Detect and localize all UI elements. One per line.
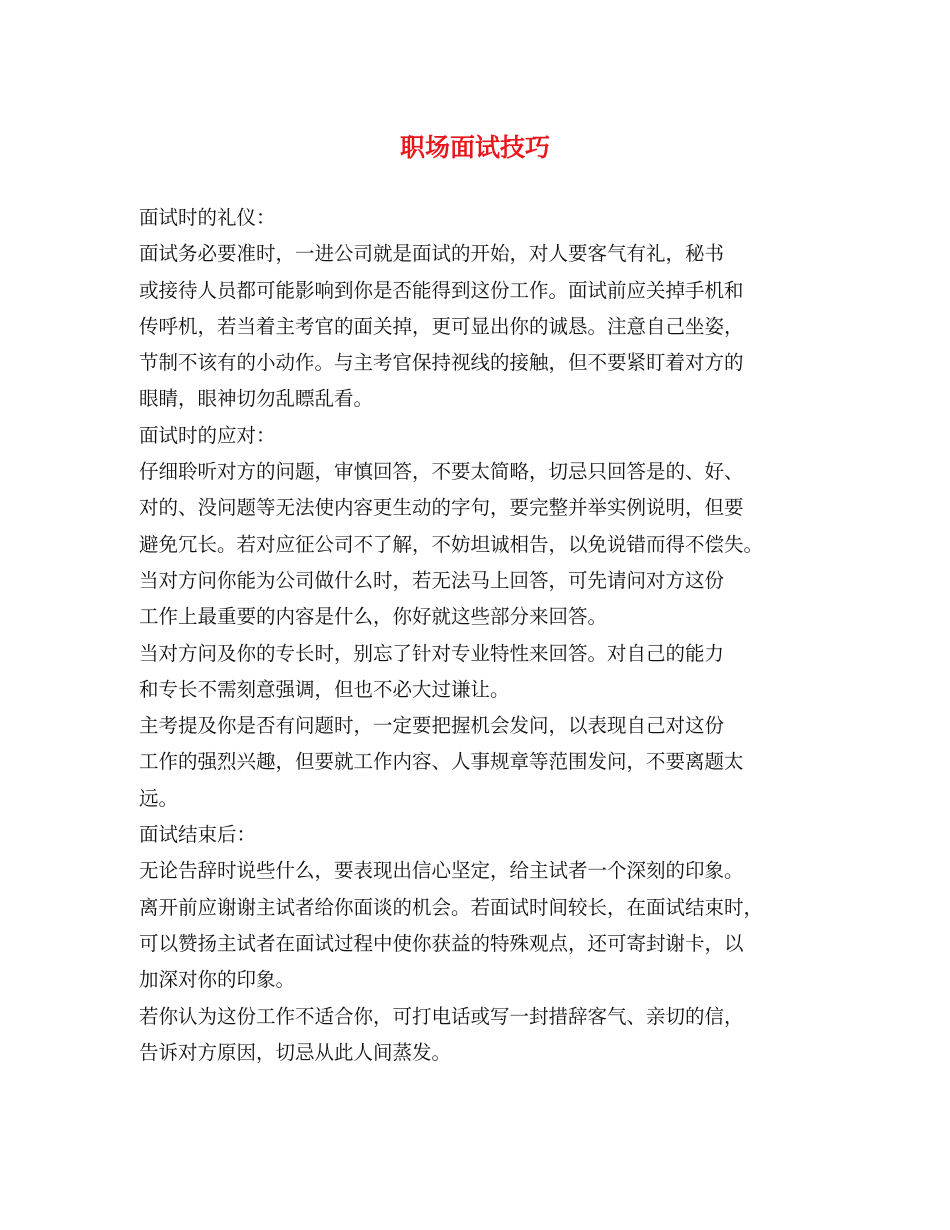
text-line: 加深对你的印象。 xyxy=(139,968,296,992)
text-line: 面试务必要准时，一进公司就是面试的开始，对人要客气有礼，秘书 xyxy=(139,242,725,266)
text-line: 无论告辞时说些什么，要表现出信心坚定，给主试者一个深刻的印象。 xyxy=(139,859,744,883)
text-line: 和专长不需刻意强调，但也不必大过谦让。 xyxy=(139,677,510,701)
document-body xyxy=(139,200,819,1071)
text-line: 或接待人员都可能影响到你是否能得到这份工作。面试前应关掉手机和 xyxy=(139,278,744,302)
text-line: 仔细聆听对方的问题，审慎回答，不要太简略，切忌只回答是的、好、 xyxy=(139,460,744,484)
text-line: 当对方问及你的专长时，别忘了针对专业特性来回答。对自己的能力 xyxy=(139,641,725,665)
text-line: 面试结束后： xyxy=(139,823,257,847)
text-line: 眼睛，眼神切勿乱瞟乱看。 xyxy=(139,387,374,411)
text-line: 面试时的应对： xyxy=(139,423,276,447)
text-line: 节制不该有的小动作。与主考官保持视线的接触，但不要紧盯着对方的 xyxy=(139,351,744,375)
text-line: 面试时的礼仪： xyxy=(139,206,276,229)
text-line: 可以赞扬主试者在面试过程中使你获益的特殊观点，还可寄封谢卡，以 xyxy=(139,931,744,955)
text-line: 对的、没问题等无法使内容更生动的字句，要完整并举实例说明，但要 xyxy=(139,496,744,520)
text-line: 若你认为这份工作不适合你，可打电话或写一封措辞客气、亲切的信， xyxy=(139,1004,744,1028)
text-line: 离开前应谢谢主试者给你面谈的机会。若面试时间较长，在面试结束时， xyxy=(139,895,764,919)
text-line: 避免冗长。若对应征公司不了解，不妨坦诚相告，以免说错而得不偿失。 xyxy=(139,532,764,556)
text-line: 当对方问你能为公司做什么时，若无法马上回答，可先请问对方这份 xyxy=(139,568,725,592)
text-line: 远。 xyxy=(139,786,179,810)
text-line: 告诉对方原因，切忌从此人间蒸发。 xyxy=(139,1040,452,1064)
text-line: 主考提及你是否有问题时，一定要把握机会发问，以表现自己对这份 xyxy=(139,714,725,738)
text-line: 工作上最重要的内容是什么，你好就这些部分来回答。 xyxy=(139,605,608,629)
text-line: 传呼机，若当着主考官的面关掉，更可显出你的诚恳。注意自己坐姿， xyxy=(139,314,744,338)
document-title: 职场面试技巧 xyxy=(399,133,550,162)
text-line: 工作的强烈兴趣，但要就工作内容、人事规章等范围发问，不要离题太 xyxy=(139,750,744,774)
